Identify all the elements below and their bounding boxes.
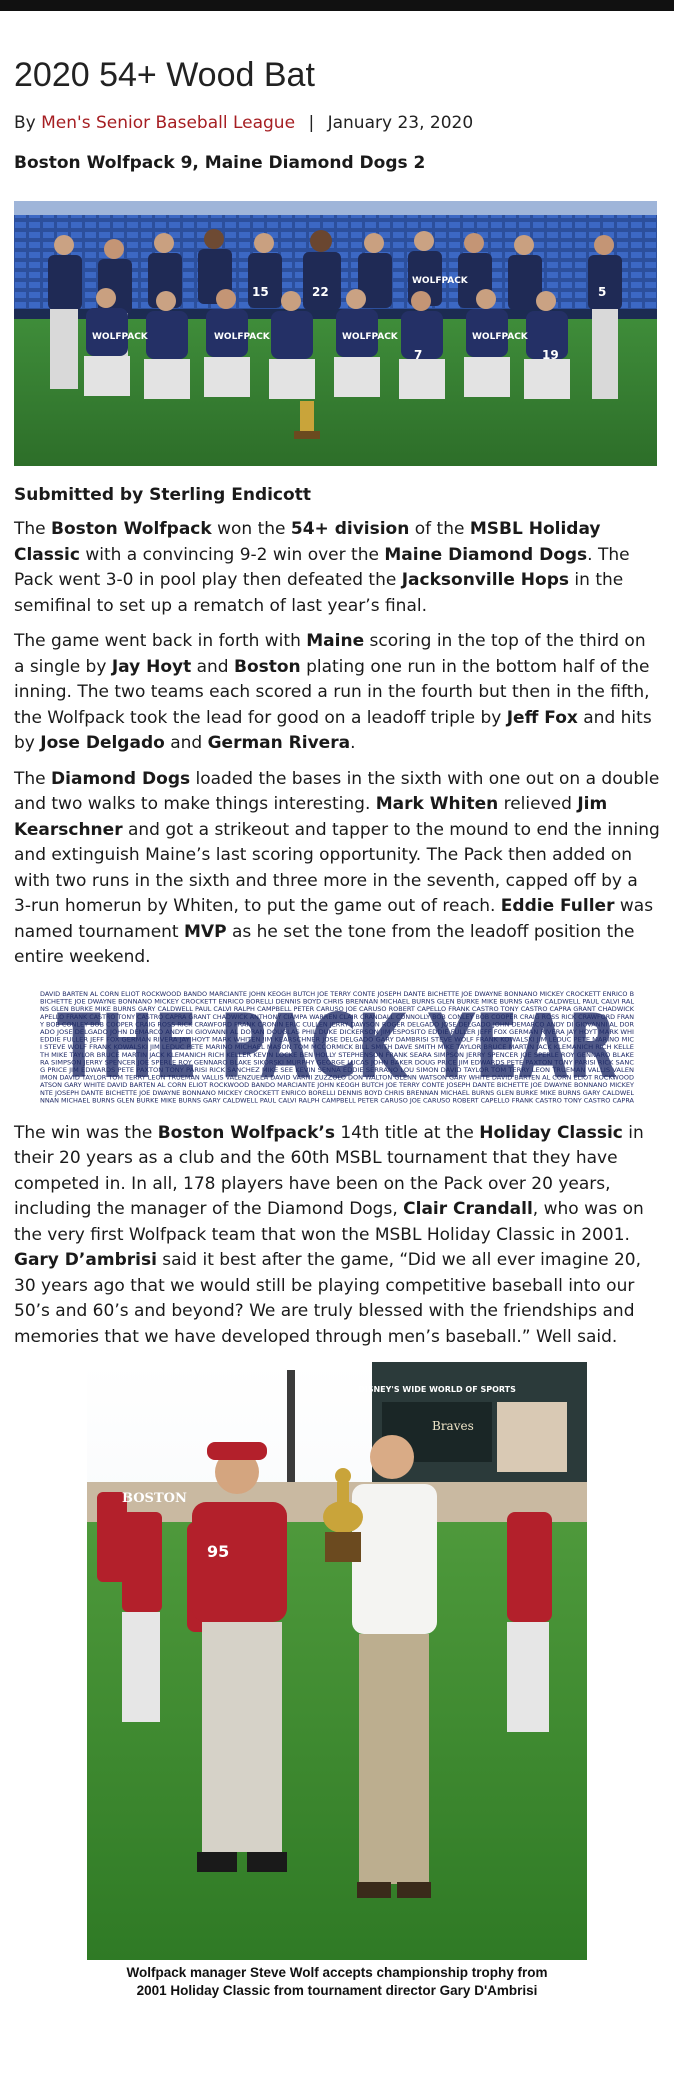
top-bar: [0, 0, 674, 11]
bold-text: Maine: [306, 631, 365, 651]
wordcloud-name-row: NS GLEN BURKE MIKE BURNS GARY CALDWELL PAUL CALVI RALPH CAMPBELL PETER CARUSO JOE CARUSO ROBERT CAPELLO FRANK CASTRO TONY CASTRO CAPRA GRANT CHADWICK: [40, 1005, 635, 1013]
bold-text: Diamond Dogs: [51, 768, 191, 789]
body-text: , who was on the very first Wolfpack team that won the MSBL Holiday Classic in 2001.: [14, 1199, 644, 1245]
wordcloud-name-row: TH MIKE TAYLOR BRUCE MARTIN JACK KLEMANICH RICH KELLER KEVIN LOCKE BEN HOLLY STEPHENSON FRANK SEARA SIMPSON JERRY SPENCER JOE SPERLE ROY GENNARO BLAKE: [38, 1051, 635, 1059]
body-text: in the semifinal to set up a rematch of last year’s final.: [14, 570, 624, 616]
jersey-number-1: 15: [252, 285, 269, 299]
wordcloud-name-row: I STEVE WOLF FRANK KOWALSKI JIM LEDUC PETE MARINO MICHAEL MASON TOM MCCORMICK BILL SMITH DAVE SMITH MIKE TAYLOR BRUCE MARTIN JACK KLEMANICH RICH KELLE: [40, 1043, 635, 1051]
paragraph-4: [14, 1121, 660, 1351]
jersey-number-3: 5: [598, 285, 607, 299]
player-jersey-number: 95: [207, 1542, 230, 1561]
bold-text: Jose Delgado: [40, 733, 165, 753]
jersey-text-2: WOLFPACK: [214, 332, 270, 342]
post-date: January 23, 2020: [327, 113, 474, 133]
jersey-number-5: 7: [414, 348, 423, 362]
wordcloud-name-row: DAVID BARTEN AL CORN ELIOT ROCKWOOD BANDO MARCIANTE JOHN KEOGH BUTCH JOE TERRY CONTE JOSEPH DANTE BICHETTE JOE DWAYNE BONNANO MICKEY CROCKETT ENRICO B: [40, 990, 634, 998]
stadium-sign-text: DISNEY'S WIDE WORLD OF SPORTS: [358, 1385, 516, 1394]
jersey-text-4: WOLFPACK: [472, 332, 528, 342]
body-text: scoring in the top of the third on a single by: [14, 631, 646, 677]
body-text: and hits by: [14, 707, 652, 753]
jersey-text-5: WOLFPACK: [412, 276, 468, 286]
byline-prefix: By: [14, 113, 36, 133]
wordcloud-name-row: G PRICE JIM EDWARDS PETE PAXTON TONY PARISI RICK SANCHEZ MIKE SEE KEVIN SENNA EDDIE SERRANO LOU SIMON DAVID TAYLOR TOM TERRY LEON TRUEMAN VALLIS VALEN: [40, 1066, 635, 1074]
bold-text: Holiday Classic: [479, 1122, 623, 1143]
bold-text: Jacksonville Hops: [401, 570, 570, 590]
scoreboard-text: Braves: [432, 1419, 474, 1433]
paragraph-3: [14, 767, 660, 971]
bold-text: Maine Diamond Dogs: [384, 544, 588, 565]
bold-text: Eddie Fuller: [500, 896, 615, 916]
bold-text: Boston Wolfpack: [51, 519, 212, 539]
wordcloud-name-row: NNAN MICHAEL BURNS GLEN BURKE MIKE BURNS GARY CALDWELL PAUL CALVI RALPH CAMPBELL PETER CARUSO JOE CARUSO ROBERT CAPELLO FRANK CASTRO TONY CASTRO CAPRA: [40, 1096, 635, 1104]
bold-text: Jim Kearschner: [14, 794, 608, 840]
body-text: and: [191, 656, 234, 677]
paragraph-2: [14, 629, 660, 757]
body-text: in their 20 years as a club and the 60th MSBL tournament that they have competed in. In all, 178 players have been on the Pack over 20 years, including the manager of the Diamond Dogs,: [14, 1122, 644, 1219]
wordcloud-name-row: EDDIE FULLER JEFF FOX GERMAN RIVERA JAY HOYT MARK WHITEN JIM KEARSCHNER JOSE DELGADO GARY DAMBRISI STEVE WOLF FRANK KOWALSKI JIM LEDUC PETE MARINO MIC: [40, 1036, 635, 1044]
bold-text: MVP: [184, 921, 227, 942]
body-text: won the: [211, 519, 291, 539]
score-line: Boston Wolfpack 9, Maine Diamond Dogs 2: [14, 153, 426, 173]
wordcloud-name-row: APELLO FRANK CASTRO TONY CASTRO CAPRA GRANT CHADWICK ANTHONY CIAMPA WARREN CLAIR CRANDALL CONNOLLY BOB CONLEY BOB COOPER CRAIG ROSS RICK CRAWFORD FRAN: [40, 1013, 635, 1021]
bold-text: 54+ division: [290, 519, 410, 539]
wordcloud-headline: THE PACK YEAR: [57, 994, 617, 1098]
bold-text: Jay Hoyt: [111, 656, 192, 677]
body-text: and: [164, 733, 208, 753]
bold-text: German Rivera: [207, 733, 351, 753]
author-link[interactable]: Men's Senior Baseball League: [41, 113, 296, 133]
bold-text: Mark Whiten: [375, 794, 499, 814]
body-text: with a convincing 9-2 win over the: [79, 544, 385, 565]
page-title: 2020 54+ Wood Bat: [14, 56, 315, 94]
body-text: said it best after the game, “Did we all ever imagine 20, 30 years ago that we would still be playing competitive baseball into our 50’s and 60’s and beyond? We are truly blessed with the friendships and memories that we have developed through men’s baseball.” Well said.: [14, 1250, 642, 1347]
jersey-number-4: 19: [542, 348, 559, 362]
byline-separator: |: [308, 113, 315, 133]
photo-caption: [87, 1964, 587, 2000]
body-text: .: [350, 733, 356, 753]
body-text: The: [14, 768, 52, 789]
submitted-by: Submitted by Sterling Endicott: [14, 485, 311, 505]
body-text: plating one run in the bottom half of the inning. The two teams each scored a run in the fourth but then in the fifth, the Wolfpack took the lead for good on a leadoff triple by: [14, 656, 650, 728]
body-text: of the: [409, 519, 470, 539]
bold-text: Jeff Fox: [506, 707, 578, 728]
wordcloud-name-row: ATSON GARY WHITE DAVID BARTEN AL CORN ELIOT ROCKWOOD BANDO MARCIANTE JOHN KEOGH BUTCH JOE TERRY CONTE JOSEPH DANTE BICHETTE JOE DWAYNE BONNANO MICKEY: [40, 1081, 635, 1089]
body-text: The: [14, 519, 52, 539]
caption-line-2: 2001 Holiday Classic from tournament director Gary D'Ambrisi: [136, 1983, 538, 1998]
trophy-photo: [87, 1362, 587, 1960]
wordcloud-name-row: RA SIMPSON JERRY SPENCER JOE SPERLE ROY GENNARO BLAKE SIKORSKI MURPHY GEORGE LUCAS JOHN BAKER DOUG PRICE JIM EDWARDS PETE PAXTON TONY PARISI RICK SANC: [40, 1058, 635, 1066]
player-jersey-text: BOSTON: [122, 1491, 187, 1506]
jersey-text-1: WOLFPACK: [92, 332, 148, 342]
body-text: loaded the bases in the sixth with one out on a double and two walks to make things interesting.: [14, 768, 660, 814]
wordcloud-name-row: ADO JOSE DELGADO JOHN DEMARCO ANDY DI GIOVANNI AL DORAN DOUGLAS PHIL DUKE DICKERSON JIM ESPOSITO EDDIE FULLER JEFF FOX GERMAN RIVERA JAY HOYT MARK WHI: [40, 1028, 635, 1036]
bold-text: Boston Wolfpack’s: [157, 1122, 335, 1143]
body-text: as he set the tone from the leadoff position the entire weekend.: [14, 921, 635, 967]
wordcloud-name-row: Y BOB CONLEY BOB COOPER CRAIG ROSS RICK CRAWFORD FRANK CRONIN ERIC CULLEN JERRY DAWSON ROGER DELGADO JOSE DELGADO JOHN DEMARCO ANDY DI GIOVANNI AL DOR: [38, 1020, 635, 1028]
body-text: was named tournament: [14, 896, 654, 942]
bold-text: Gary D’ambrisi: [14, 1250, 157, 1270]
caption-line-1: Wolfpack manager Steve Wolf accepts championship trophy from: [126, 1965, 548, 1980]
bold-text: Clair Crandall: [403, 1199, 533, 1219]
jersey-number-2: 22: [312, 285, 329, 299]
bold-text: MSBL Holiday Classic: [14, 519, 601, 565]
body-text: . The Pack went 3-0 in pool play then defeated the: [14, 544, 630, 590]
bold-text: Boston: [234, 656, 301, 677]
byline: [14, 111, 660, 135]
wordcloud-name-row: NTE JOSEPH DANTE BICHETTE JOE DWAYNE BONNANO MICKEY CROCKETT ENRICO BORELLI DENNIS BOYD CHRIS BRENNAN MICHAEL BURNS GLEN BURKE MIKE BURNS GARY CALDWEL: [40, 1089, 635, 1097]
body-text: relieved: [498, 794, 578, 814]
wordcloud-image: [38, 989, 636, 1105]
wordcloud-name-row: IMON DAVID TAYLOR TOM TERRY LEON TRUEMAN VALLIS VALENZUELA DAVID VARNI ZUZZOLO DON WALTON GLENN WATSON GARY WHITE DAVID BARTEN AL CORN ELIOT ROCKWOOD: [40, 1074, 635, 1082]
body-text: The win was the: [14, 1122, 158, 1143]
body-text: The game went back in forth with: [14, 631, 307, 651]
wordcloud-name-row: BICHETTE JOE DWAYNE BONNANO MICKEY CROCKETT ENRICO BORELLI DENNIS BOYD CHRIS BRENNAN MICHAEL BURNS GLEN BURKE MIKE BURNS GARY CALDWELL PAUL CALVI RAL: [40, 998, 635, 1006]
team-photo: [14, 201, 657, 466]
paragraph-1: [14, 517, 660, 619]
jersey-text-3: WOLFPACK: [342, 332, 398, 342]
body-text: and got a strikeout and tapper to the mound to end the inning and extinguish Maine’s last scoring opportunity. The Pack then added on with two runs in the sixth and three more in the seventh, capped off by a 3-run homerun by Whiten, to put the game out of reach.: [14, 819, 660, 916]
body-text: 14th title at the: [334, 1122, 480, 1143]
article: [14, 11, 660, 2000]
